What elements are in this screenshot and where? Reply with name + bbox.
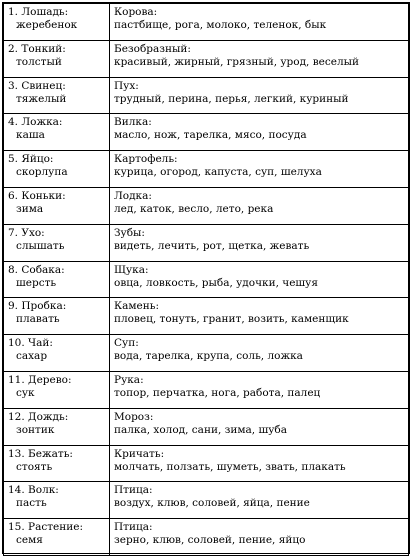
pair-response: слышать bbox=[16, 239, 65, 252]
analogies-table-frame bbox=[2, 2, 410, 554]
choice-options: палка, холод, сани, зима, шуба bbox=[114, 423, 287, 436]
pair-stimulus: 4. Ложка: bbox=[8, 116, 63, 129]
pair-response: толстый bbox=[16, 55, 62, 68]
table-row bbox=[4, 40, 409, 77]
pair-cell bbox=[4, 4, 110, 41]
table-row bbox=[4, 114, 409, 151]
pair-stimulus: 8. Собака: bbox=[8, 263, 65, 276]
pair-response: зима bbox=[16, 202, 44, 215]
choice-stimulus: Камень: bbox=[114, 300, 160, 313]
choice-stimulus: Птица: bbox=[114, 521, 153, 534]
pair-stimulus: 15. Растение: bbox=[8, 521, 84, 534]
choice-stimulus: Безобразный: bbox=[114, 42, 191, 55]
choice-stimulus: Пух: bbox=[114, 79, 139, 92]
pair-cell bbox=[4, 445, 110, 482]
choice-cell bbox=[110, 114, 409, 151]
pair-response: сахар bbox=[16, 350, 48, 363]
table-row bbox=[4, 261, 409, 298]
choice-cell bbox=[110, 371, 409, 408]
table-row bbox=[4, 335, 409, 372]
pair-response: семя bbox=[16, 534, 43, 547]
pair-stimulus: 7. Ухо: bbox=[8, 226, 45, 239]
table-row bbox=[4, 298, 409, 335]
pair-stimulus: 11. Дерево: bbox=[8, 373, 72, 386]
pair-cell bbox=[4, 151, 110, 188]
choice-cell bbox=[110, 298, 409, 335]
pair-stimulus: 10. Чай: bbox=[8, 337, 53, 350]
pair-stimulus: 14. Волк: bbox=[8, 484, 59, 497]
pair-cell bbox=[4, 187, 110, 224]
table-row bbox=[4, 77, 409, 114]
choice-options: видеть, лечить, рот, щетка, жевать bbox=[114, 239, 310, 252]
choice-options: овца, ловкость, рыба, удочки, чешуя bbox=[114, 276, 318, 289]
choice-options: лед, каток, весло, лето, река bbox=[114, 202, 274, 215]
choice-cell bbox=[110, 335, 409, 372]
pair-response: сук bbox=[16, 386, 35, 399]
pair-cell bbox=[4, 40, 110, 77]
pair-response: пасть bbox=[16, 497, 47, 510]
table-row bbox=[4, 519, 409, 556]
choice-options: воздух, клюв, соловей, яйца, пение bbox=[114, 497, 310, 510]
choice-stimulus: Суп: bbox=[114, 337, 139, 350]
choice-options: пастбище, рога, молоко, теленок, бык bbox=[114, 19, 327, 31]
choice-stimulus: Корова: bbox=[114, 6, 158, 18]
pair-stimulus: 12. Дождь: bbox=[8, 410, 69, 423]
choice-cell bbox=[110, 151, 409, 188]
pair-stimulus: 5. Яйцо: bbox=[8, 153, 54, 166]
choice-options: зерно, клюв, соловей, пение, яйцо bbox=[114, 534, 306, 547]
choice-cell bbox=[110, 408, 409, 445]
choice-cell bbox=[110, 77, 409, 114]
pair-cell bbox=[4, 261, 110, 298]
pair-stimulus: 6. Коньки: bbox=[8, 189, 66, 202]
table-row bbox=[4, 482, 409, 519]
table-row bbox=[4, 445, 409, 482]
choice-stimulus: Картофель: bbox=[114, 153, 178, 166]
pair-response: стоять bbox=[16, 460, 53, 473]
pair-cell bbox=[4, 408, 110, 445]
table-row bbox=[4, 408, 409, 445]
pair-cell bbox=[4, 371, 110, 408]
choice-cell bbox=[110, 445, 409, 482]
pair-cell bbox=[4, 519, 110, 556]
pair-cell bbox=[4, 335, 110, 372]
choice-stimulus: Зубы: bbox=[114, 226, 145, 239]
table-row bbox=[4, 371, 409, 408]
choice-options: масло, нож, тарелка, мясо, посуда bbox=[114, 129, 307, 142]
choice-stimulus: Птица: bbox=[114, 484, 153, 497]
choice-stimulus: Кричать: bbox=[114, 447, 165, 460]
choice-options: курица, огород, капуста, суп, шелуха bbox=[114, 166, 322, 179]
table-row bbox=[4, 151, 409, 188]
pair-cell bbox=[4, 482, 110, 519]
choice-options: пловец, тонуть, гранит, возить, каменщик bbox=[114, 313, 349, 326]
table-body bbox=[4, 4, 409, 556]
choice-options: молчать, ползать, шуметь, звать, плакать bbox=[114, 460, 346, 473]
pair-cell bbox=[4, 114, 110, 151]
pair-stimulus: 3. Свинец: bbox=[8, 79, 66, 92]
pair-response: зонтик bbox=[16, 423, 55, 436]
pair-stimulus: 1. Лошадь: bbox=[8, 6, 69, 18]
choice-cell bbox=[110, 187, 409, 224]
pair-response: скорлупа bbox=[16, 166, 68, 179]
analogies-table bbox=[3, 3, 409, 556]
table-row bbox=[4, 224, 409, 261]
choice-cell bbox=[110, 519, 409, 556]
pair-stimulus: 13. Бежать: bbox=[8, 447, 73, 460]
choice-options: красивый, жирный, грязный, урод, веселый bbox=[114, 55, 359, 68]
choice-stimulus: Рука: bbox=[114, 373, 144, 386]
pair-response: тяжелый bbox=[16, 92, 67, 105]
choice-options: трудный, перина, перья, легкий, куриный bbox=[114, 92, 349, 105]
pair-stimulus: 2. Тонкий: bbox=[8, 42, 66, 55]
pair-response: плавать bbox=[16, 313, 60, 326]
choice-stimulus: Лодка: bbox=[114, 189, 152, 202]
pair-response: каша bbox=[16, 129, 45, 142]
choice-options: вода, тарелка, крупа, соль, ложка bbox=[114, 350, 303, 363]
choice-cell bbox=[110, 40, 409, 77]
table-row bbox=[4, 187, 409, 224]
choice-stimulus: Мороз: bbox=[114, 410, 154, 423]
pair-cell bbox=[4, 224, 110, 261]
choice-cell bbox=[110, 4, 409, 41]
pair-cell bbox=[4, 298, 110, 335]
choice-cell bbox=[110, 224, 409, 261]
choice-cell bbox=[110, 261, 409, 298]
pair-cell bbox=[4, 77, 110, 114]
choice-stimulus: Щука: bbox=[114, 263, 149, 276]
table-row bbox=[4, 4, 409, 41]
pair-response: шерсть bbox=[16, 276, 57, 289]
choice-cell bbox=[110, 482, 409, 519]
choice-stimulus: Вилка: bbox=[114, 116, 152, 129]
choice-options: топор, перчатка, нога, работа, палец bbox=[114, 386, 321, 399]
pair-response: жеребенок bbox=[16, 19, 78, 31]
pair-stimulus: 9. Пробка: bbox=[8, 300, 67, 313]
